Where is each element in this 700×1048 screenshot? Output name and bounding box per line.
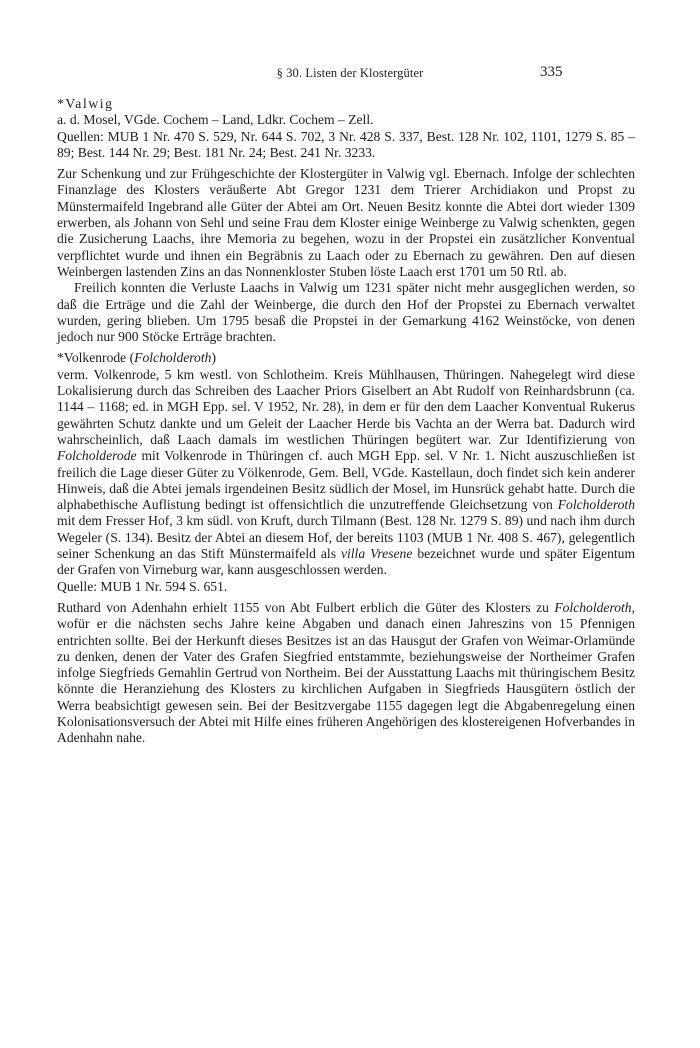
entry-title-valwig: *Valwig (57, 96, 114, 111)
paragraph: Zur Schenkung und zur Frühgeschichte der Klostergüter in Valwig vgl. Ebernach. Infolge der schlechten Finanzlage des Klosters veräußerte Abt Gregor 1231 dem Trierer Archidiakon und Propst zu Münstermaifeld Ingebrand alle Güter der Abtei am Ort. Neuen Besitz konnte die Abtei dort wieder 1309 erwerben, als Johann von Sehl und seine Frau dem Kloster einige Weinberge zu Valwig schenkten, gegen die Zusicherung Laachs, ihre Memoria zu begehen, wozu in der Propstei ein zusätzlicher Konventual verpflichtet wurde und ihnen ein Begräbnis zu Laach oder zu Ebernach zu gewähren. Den auf diesen Weinbergen lastenden Zins an das Nonnenkloster Stuben löste Laach erst 1701 um 50 Rtl. ab. (57, 166, 635, 279)
entry-location: a. d. Mosel, VGde. Cochem – Land, Ldkr. Cochem – Zell. (57, 112, 374, 128)
entry-volkenrode (57, 350, 635, 746)
entry-valwig (57, 96, 635, 345)
running-title: § 30. Listen der Klostergüter (276, 66, 424, 80)
paragraph: verm. Volkenrode, 5 km westl. von Schlotheim. Kreis Mühlhausen, Thüringen. Nahegelegt wird diese Lokalisierung durch das Schreiben des Laacher Priors Giselbert an Abt Rudolf von Reinhardsbrunn (ca. 1144 – 1168; ed. in MGH Epp. sel. V 1952, Nr. 28), in dem er für den dem Laacher Konventual Rukerus gewährten Schutz dankte und um Geleit der Laacher Herde bis Vachta an der Werra bat. Dadurch wird wahrscheinlich, daß Laach damals im westlichen Thüringen begütert war. Zur Identifizierung von Folcholderode mit Volkenrode in Thüringen cf. auch MGH Epp. sel. V Nr. 1. Nicht auszuschließen ist freilich die Lage dieser Güter zu Völkenrode, Gem. Bell, VGde. Kastellaun, doch findet sich kein anderer Hinweis, daß die Abtei jemals irgendeinen Besitz südlich der Mosel, im Hunsrück gehabt hatte. Durch die alphabethische Auflistung bedingt ist offensichtlich die unzutreffende Gleichsetzung von Folcholderoth mit dem Fresser Hof, 3 km südl. von Kruft, durch Tilmann (Best. 128 Nr. 1279 S. 89) und nach ihm durch Wegeler (S. 134). Besitz der Abtei an diesem Hof, der bereits 1103 (MUB 1 Nr. 408 S. 467), gelegentlich seiner Schenkung an das Stift Münstermaifeld als villa Vresene bezeichnet wurde und später Eigentum der Grafen von Virneburg war, kann ausgeschlossen werden. (57, 366, 636, 578)
running-header (0, 66, 700, 84)
paragraph: Freilich konnten die Verluste Laachs in Valwig um 1231 später nicht mehr ausgeglichen werden, so daß die Erträge und die Zahl der Weinberge, die durch den Hof der Propstei zu Ebernach verwaltet wurden, gering blieben. Um 1795 besaß die Propstei in der Gemarkung 4162 Weinstöcke, von denen jedoch nur 900 Stöcke Erträge brachten. (57, 280, 635, 345)
entry-sources: Quellen: MUB 1 Nr. 470 S. 529, Nr. 644 S. 702, 3 Nr. 428 S. 337, Best. 128 Nr. 102, 1101, 1279 S. 85 – 89; Best. 144 Nr. 29; Best. 181 Nr. 24; Best. 241 Nr. 3233. (57, 128, 635, 160)
entry-title-volkenrode: *Volkenrode (Folcholderoth) (57, 350, 216, 366)
paragraph: Ruthard von Adenhahn erhielt 1155 von Abt Fulbert erblich die Güter des Klosters zu Folcholderoth, wofür er die nächsten sechs Jahre keine Abgaben und danach einen Jahreszins von 15 Pfennigen entrichten sollte. Bei der Herkunft dieses Besitzes ist an das Hausgut der Grafen von Weimar-Orlamünde zu denken, denen der Vater des Grafen Siegfried entstammte, beziehungsweise der Northeimer Grafen infolge Siegfrieds Gemahlin Gertrud von Northeim. Bei der Ausstattung Laachs mit thüringischem Besitz könnte die Heranziehung des Klosters zu kirchlichen Aufgaben in Siegfrieds Hausgütern östlich der Werra beabsichtigt gewesen sein. Bei der Besitzvergabe 1155 dagegen legt die Abgabenregelung einen Kolonisationsversuch der Abtei mit Hilfe eines früheren Angehörigen des klostereigenen Hofverbandes in Adenhahn nahe. (57, 599, 635, 746)
text-column (57, 96, 635, 747)
page-number: 335 (540, 64, 563, 80)
entry-source: Quelle: MUB 1 Nr. 594 S. 651. (57, 578, 228, 594)
